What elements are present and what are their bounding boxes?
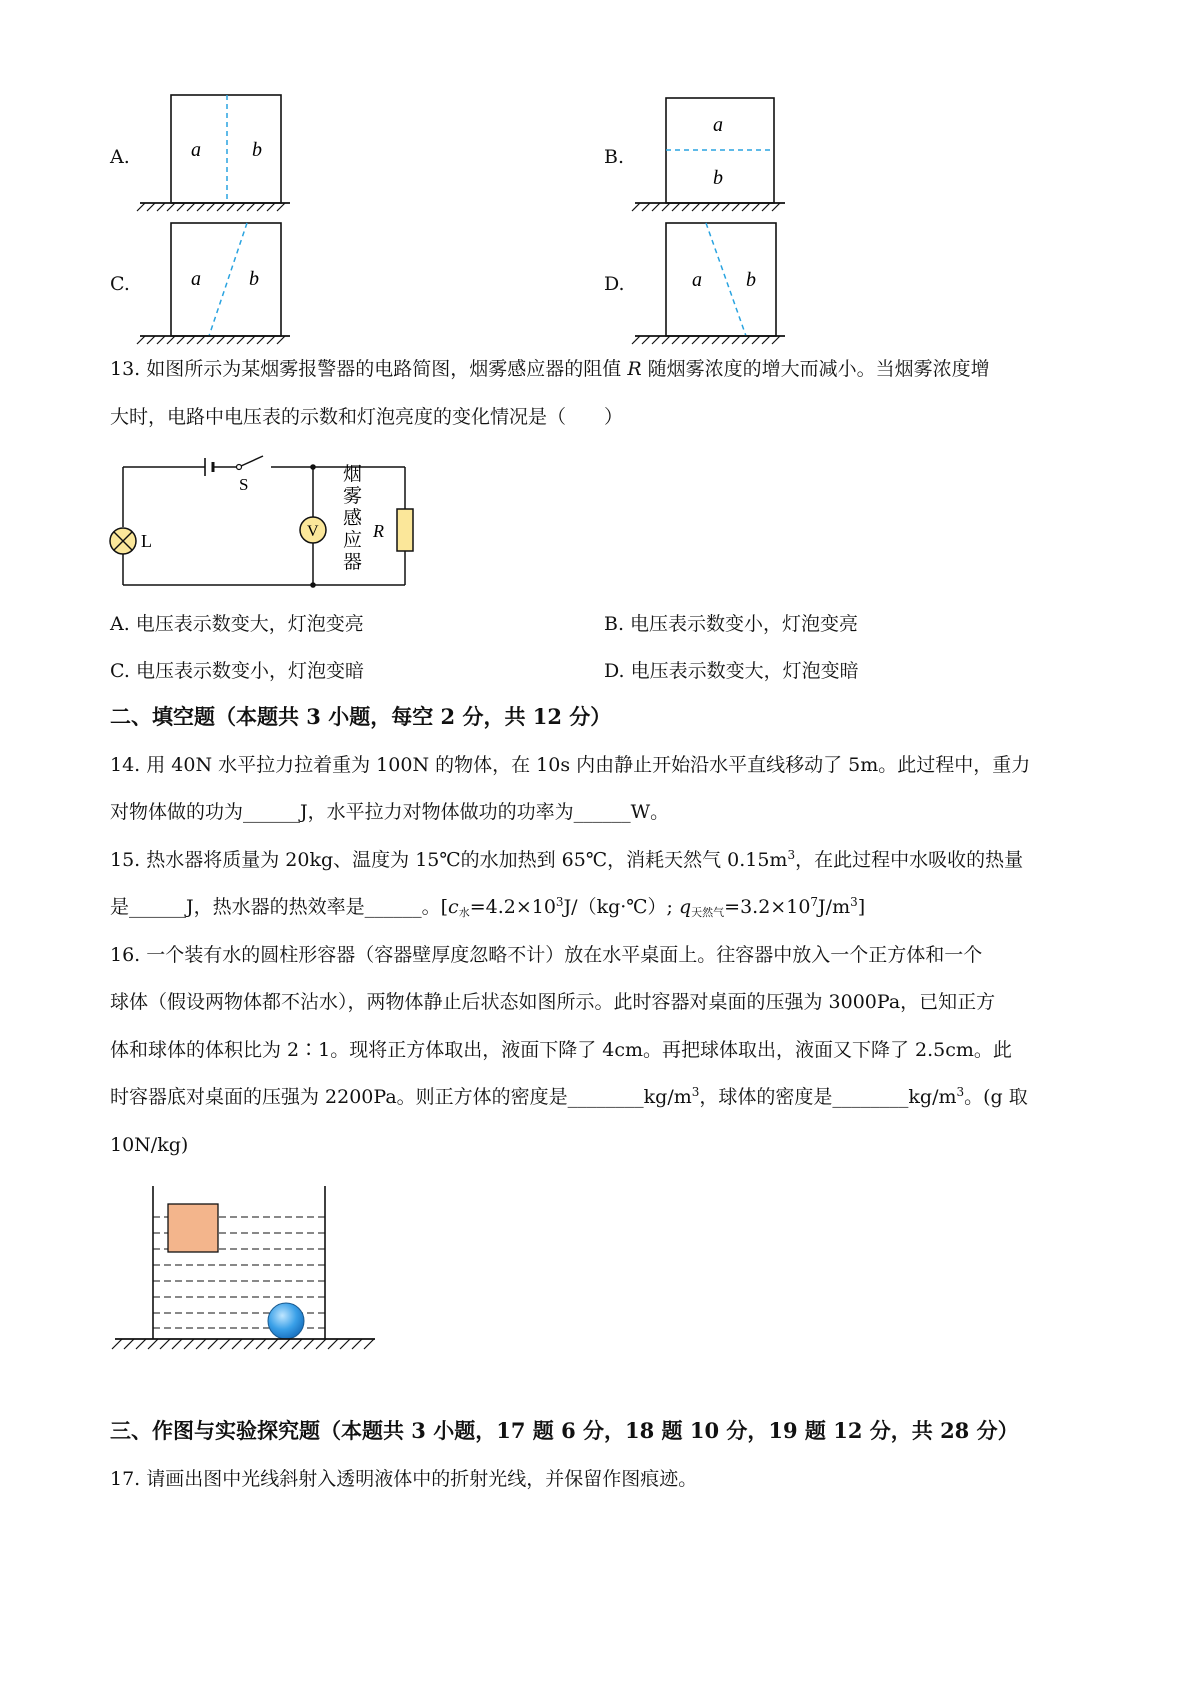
part-b-label: b [252,139,262,161]
q16-line3: 体和球体的体积比为 2∶1。现将正方体取出，液面下降了 4cm。再把球体取出，液面又下降了 2.5cm。此 [110,1039,1012,1061]
q16-line4: 时容器底对桌面的压强为 2200Pa。则正方体的密度是$\_\_\_\_\_\_\_\_kg/m^3$，球体的密度是$\_\_\_\_\_\_\_\_kg/m^3$。(g 取 [110,1085,1028,1108]
svg-text:雾: 雾 [343,486,363,507]
switch-label: S [239,475,249,494]
svg-text:器: 器 [343,552,363,573]
part-a-label: a [191,139,201,161]
q15-line1: 15. 热水器将质量为 20kg、温度为 15℃的水加热到 65℃，消耗天然气 $0.15m^3$，在此过程中水吸收的热量 [110,848,1024,871]
ground-hatch [112,1339,374,1349]
svg-text:烟: 烟 [343,464,363,485]
section3-heading: 三、作图与实验探究题（本题共 3 小题，17 题 6 分，18 题 10 分，19 题 12 分，共 28 分） [110,1418,1019,1443]
option-d-label: D. [604,273,625,295]
q13-line1: 13. 如图所示为某烟雾报警器的电路简图，烟雾感应器的阻值 R 随烟雾浓度的增大而减小。当烟雾浓度增 [110,358,990,380]
part-a-label: a [713,114,723,136]
q17-line1: 17. 请画出图中光线斜射入透明液体中的折射光线，并保留作图痕迹。 [110,1468,698,1490]
voltmeter-label: V [307,523,319,540]
option-c-label: C. [110,273,130,295]
q16-line2: 球体（假设两物体都不沾水），两物体静止后状态如图所示。此时容器对桌面的压强为 3000Pa，已知正方 [110,991,996,1013]
ground-hatch [137,336,285,344]
section2-heading: 二、填空题（本题共 3 小题，每空 2 分，共 12 分） [110,704,612,729]
option-b-diagram [630,90,790,220]
cut-line [209,223,247,336]
q13-option-d: D. 电压表示数变大，灯泡变暗 [604,660,859,682]
option-a-label: A. [110,146,130,168]
part-a-label: a [191,268,201,290]
ground-hatch [632,203,780,211]
option-c-diagram [135,215,295,345]
switch-icon [241,456,263,466]
part-b-label: b [746,269,756,291]
part-a-label: a [692,269,702,291]
cut-line [706,223,746,336]
q16-line5: 10N/kg) [110,1134,189,1156]
q16-line1: 16. 一个装有水的圆柱形容器（容器壁厚度忽略不计）放在水平桌面上。往容器中放入一个正方体和一个 [110,944,983,966]
ground-hatch [137,203,285,211]
ball-icon [268,1303,304,1339]
q15-line2: 是______J，热水器的热效率是______。[$c_水=4.2\times 10^3J/(kg\cdot℃)$; $q_{天然气}=3.2\times 10^7J/m^3$] [110,895,866,919]
q13-line2: 大时，电路中电压表的示数和灯泡亮度的变化情况是（ ） [110,406,624,428]
option-a-diagram [135,90,295,220]
svg-text:应: 应 [343,530,363,551]
container-diagram [110,1180,380,1350]
part-b-label: b [713,167,723,189]
part-b-label: b [249,268,259,290]
resistor-label: R [373,521,384,541]
q13-option-a: A. 电压表示数变大，灯泡变亮 [110,613,364,635]
resistor-icon [397,509,413,551]
q14-line1: 14. 用 40N 水平拉力拉着重为 100N 的物体，在 10s 内由静止开始沿水平直线移动了 5m。此过程中，重力 [110,754,1031,776]
q14-line2: 对物体做的功为______J，水平拉力对物体做功的功率为______W。 [110,801,670,823]
cube-icon [168,1204,218,1252]
ground-hatch [632,336,780,344]
q13-option-b: B. 电压表示数变小，灯泡变亮 [604,613,859,635]
option-d-diagram [630,215,790,345]
q13-option-c: C. 电压表示数变小，灯泡变暗 [110,660,364,682]
sensor-label [343,463,362,573]
smoke-alarm-circuit [105,455,415,595]
option-b-label: B. [604,146,625,168]
svg-text:感: 感 [343,508,363,529]
lamp-label: L [141,531,152,551]
